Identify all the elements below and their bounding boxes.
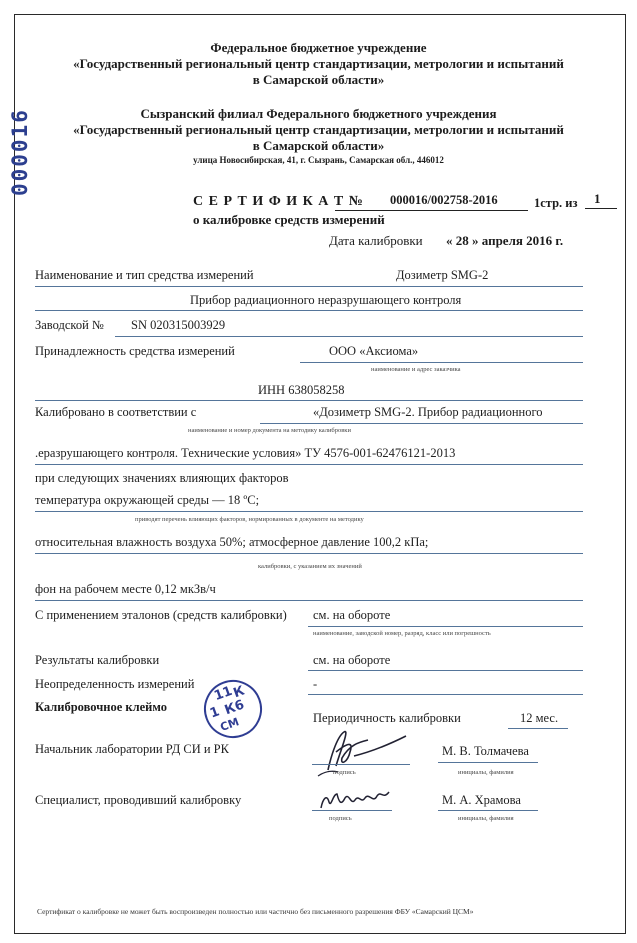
specialist-name-underline	[438, 810, 538, 811]
certificate-number-underline	[335, 210, 528, 211]
seal-text-1: 11	[212, 683, 235, 705]
uncertainty-value: -	[313, 677, 318, 691]
date-value: « 28 » апреля 2016 г.	[446, 233, 564, 248]
calibrated-hint: наименование и номер документа на методику калибровки	[188, 427, 351, 434]
specialist-sign-underline	[312, 810, 392, 811]
page-total-underline	[585, 208, 617, 209]
inn-underline	[35, 400, 583, 401]
seal-text-5: СМ	[218, 715, 241, 734]
specialist-name: М. А. Храмова	[442, 793, 521, 807]
name-underline	[35, 286, 583, 287]
seal-text-4: К6	[222, 697, 247, 719]
seal-text-2: К	[231, 683, 247, 702]
specialist-sign-hint: подпись	[329, 815, 352, 822]
standards-hint: наименование, заводской номер, разряд, класс или погрешность	[313, 630, 491, 637]
period-underline	[508, 728, 568, 729]
name-label: Наименование и тип средства измерений	[35, 268, 254, 282]
serial-label: Заводской №	[35, 318, 104, 332]
factor-temperature-underline	[35, 511, 583, 512]
calibrated-underline	[260, 423, 583, 424]
factors-hint: приводят перечень влияющих факторов, нормированных в документе на методику	[135, 516, 364, 523]
period-value: 12 мес.	[520, 711, 559, 725]
owner-value: ООО «Аксиома»	[329, 344, 419, 358]
factor-temperature: температура окружающей среды — 18 ºС;	[35, 493, 260, 507]
results-label: Результаты калибровки	[35, 653, 160, 667]
inn-value: ИНН 638058258	[258, 383, 345, 397]
page-total: 1	[594, 191, 601, 206]
head-name-underline	[438, 762, 538, 763]
header-line-1: Федеральное бюджетное учреждение	[210, 40, 427, 55]
owner-underline	[300, 362, 583, 363]
footer-note: Сертификат о калибровке не может быть воспроизведен полностью или частично без письменного разрешения ФБУ «Самарский ЦСМ»	[37, 907, 474, 916]
specialist-name-hint: инициалы, фамилия	[458, 815, 514, 822]
factor-humidity-underline	[35, 553, 583, 554]
head-sign-underline	[312, 764, 410, 765]
factors-label: при следующих значениях влияющих факторов	[35, 471, 289, 485]
page-prefix: 1стр. из	[534, 196, 578, 210]
name-value-2: Прибор радиационного неразрушающего контроля	[190, 293, 462, 307]
results-value: см. на обороте	[313, 653, 391, 667]
date-label: Дата калибровки	[329, 233, 423, 248]
standards-label: С применением эталонов (средств калибровки)	[35, 608, 287, 622]
header-line-4: Сызранский филиал Федерального бюджетного учреждения	[140, 106, 497, 121]
head-label: Начальник лаборатории РД СИ и РК	[35, 742, 229, 756]
owner-hint: наименование и адрес заказчика	[371, 366, 461, 373]
calibrated-value: «Дозиметр SMG-2. Прибор радиационного	[313, 405, 543, 419]
specialist-signature	[315, 784, 395, 816]
standards-underline	[308, 626, 583, 627]
serial-underline	[115, 336, 583, 337]
header-line-5: «Государственный региональный центр стандартизации, метрологии и испытаний	[73, 122, 564, 137]
calibrated-underline-2	[35, 464, 583, 465]
factor-humidity: относительная влажность воздуха 50%; атмосферное давление 100,2 кПа;	[35, 535, 429, 549]
name-value: Дозиметр SMG-2	[396, 268, 489, 282]
header-line-2: «Государственный региональный центр стандартизации, метрологии и испытаний	[73, 56, 564, 71]
factor2-hint: калибровки, с указанием их значений	[258, 563, 362, 570]
results-underline	[308, 670, 583, 671]
head-sign-hint: подпись	[333, 769, 356, 776]
header-address: улица Новосибирская, 41, г. Сызрань, Самарская обл., 446012	[193, 155, 444, 165]
calibration-mark-label: Калибровочное клеймо	[35, 700, 167, 714]
calibrated-value-2: .еразрушающего контроля. Технические условия» ТУ 4576-001-62476121-2013	[35, 446, 456, 460]
owner-label: Принадлежность средства измерений	[35, 344, 235, 358]
name-underline-2	[35, 310, 583, 311]
period-label: Периодичность калибровки	[313, 711, 461, 725]
header-line-6: в Самарской области»	[252, 138, 385, 153]
head-name: М. В. Толмачева	[442, 744, 529, 758]
calibrated-label: Калибровано в соответствии с	[35, 405, 197, 419]
specialist-label: Специалист, проводивший калибровку	[35, 793, 242, 807]
serial-value: SN 020315003929	[131, 318, 226, 332]
certificate-subtitle: о калибровке средств измерений	[193, 212, 385, 227]
serial-number-stamp: 000016	[8, 108, 32, 196]
head-signature	[310, 722, 410, 780]
certificate-title: С Е Р Т И Ф И К А Т №	[193, 194, 364, 209]
factor-background-underline	[35, 600, 583, 601]
uncertainty-underline	[308, 694, 583, 695]
header-line-3: в Самарской области»	[252, 72, 385, 87]
standards-value: см. на обороте	[313, 608, 391, 622]
head-name-hint: инициалы, фамилия	[458, 769, 514, 776]
seal-text-3: 1	[207, 704, 222, 722]
certificate-number: 000016/002758-2016	[390, 193, 498, 207]
factor-background: фон на рабочем месте 0,12 мкЗв/ч	[35, 582, 216, 596]
uncertainty-label: Неопределенность измерений	[35, 677, 195, 691]
